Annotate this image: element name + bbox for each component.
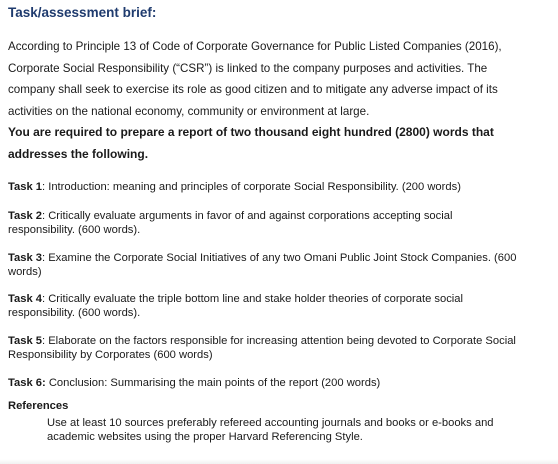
task-text: Responsibility by Corporates (600 words) <box>8 349 213 361</box>
references-heading: References <box>8 400 69 412</box>
intro-line: activities on the national economy, community or environment at large. <box>8 104 370 118</box>
requirement-line: You are required to prepare a report of two thousand eight hundred (2800) words that <box>8 125 494 140</box>
task-5 <box>8 334 558 362</box>
references-line: Use at least 10 sources preferably refereed accounting journals and books or e-books and <box>47 417 494 429</box>
task-2 <box>8 209 558 237</box>
intro-line: According to Principle 13 of Code of Corporate Governance for Public Listed Companies (2016), <box>8 40 502 53</box>
task-6 <box>8 376 558 390</box>
task-3 <box>8 251 558 279</box>
task-text: : Critically evaluate arguments in favor of and against corporations accepting social <box>42 210 453 222</box>
task-text: responsibility. (600 words). <box>8 307 141 319</box>
intro-paragraph <box>8 36 553 166</box>
references-line: academic websites using the proper Harvard Referencing Style. <box>47 431 363 443</box>
task-text: responsibility. (600 words). <box>8 224 141 236</box>
task-label: Task 5 <box>8 335 42 347</box>
task-text: : Elaborate on the factors responsible for increasing attention being devoted to Corporate Social <box>42 335 516 347</box>
task-label: Task 3 <box>8 252 42 264</box>
task-text: Conclusion: Summarising the main points of the report (200 words) <box>45 377 381 389</box>
task-text: : Critically evaluate the triple bottom line and stake holder theories of corporate social <box>42 293 463 305</box>
task-text: : Introduction: meaning and principles of corporate Social Responsibility. (200 words) <box>42 181 461 193</box>
intro-line: Corporate Social Responsibility (“CSR”) is linked to the company purposes and activities. The <box>8 61 488 75</box>
page-bottom-edge <box>0 459 558 464</box>
task-label: Task 1 <box>8 181 42 193</box>
task-label: Task 6: <box>8 377 46 389</box>
task-1 <box>8 180 558 194</box>
task-label: Task 2 <box>8 210 42 222</box>
references-body <box>47 416 494 444</box>
requirement-line: addresses the following. <box>8 146 149 161</box>
task-4 <box>8 292 558 320</box>
task-text: : Examine the Corporate Social Initiatives of any two Omani Public Joint Stock Companies. (600 <box>42 252 517 264</box>
task-text: words) <box>8 266 42 278</box>
brief-title: Task/assessment brief: <box>8 5 157 20</box>
task-label: Task 4 <box>8 293 42 305</box>
intro-line: company shall seek to exercise its role as good citizen and to mitigate any adverse impact of its <box>8 83 498 97</box>
